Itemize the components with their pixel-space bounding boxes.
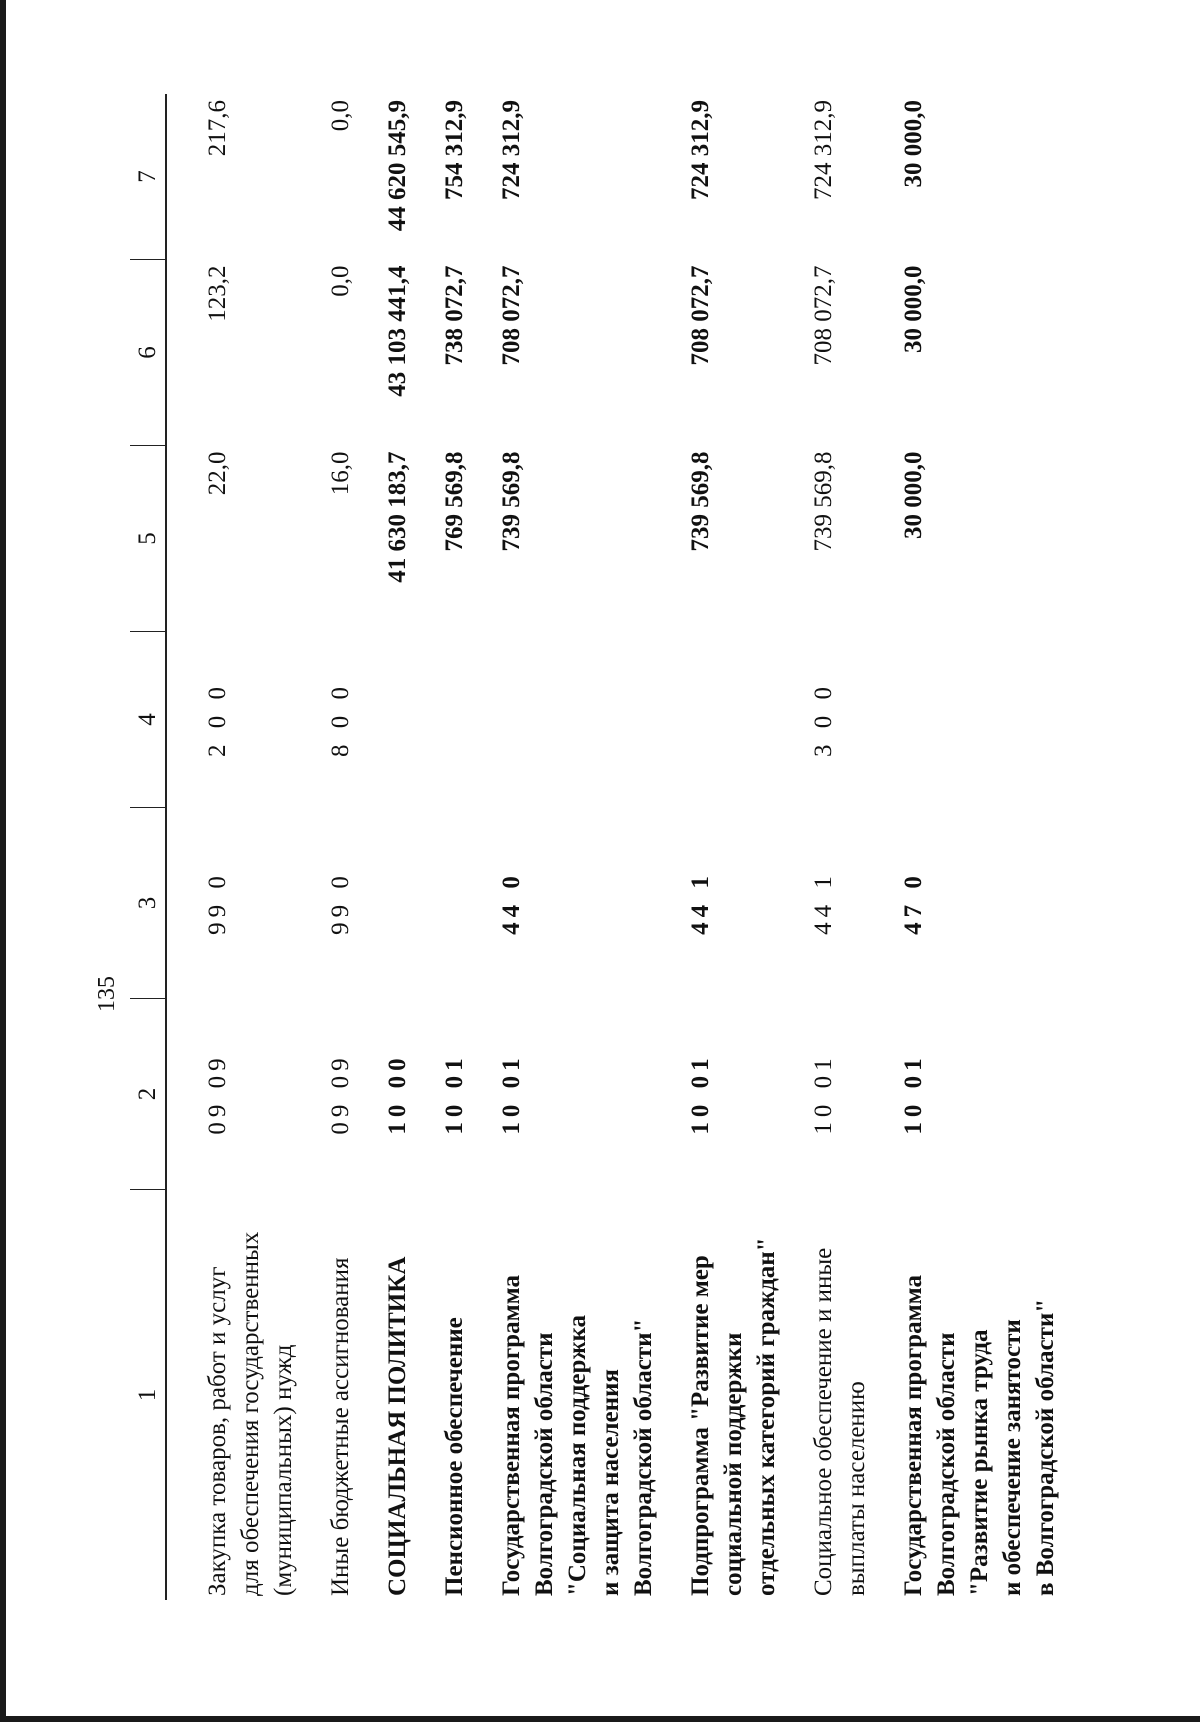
section-code	[495, 999, 684, 1190]
program-code	[684, 808, 807, 999]
value-col-6-text: 708 072,7	[498, 265, 525, 366]
program-code-text: 99 0	[327, 871, 354, 935]
value-col-6-text: 123,2	[204, 265, 231, 322]
value-col-5-text: 769 569,8	[441, 451, 468, 552]
value-col-5	[201, 446, 324, 632]
value-col-6	[438, 260, 495, 446]
value-col-6	[684, 260, 807, 446]
value-col-6-text: 738 072,7	[441, 265, 468, 366]
value-col-5-text: 22,0	[204, 451, 231, 496]
value-col-6-text: 43 103 441,4	[384, 265, 411, 397]
section-code	[438, 999, 495, 1190]
row-name-line: Иные бюджетные ассигнования	[327, 1257, 354, 1596]
row-name-line: в Волгоградской области"	[1032, 1298, 1059, 1596]
row-name	[807, 1190, 897, 1601]
value-col-5	[807, 446, 897, 632]
row-name-line: "Развитие рынка труда	[966, 1329, 993, 1596]
row-name-line: Волгоградской области	[531, 1332, 558, 1596]
budget-table	[130, 94, 1086, 1600]
section-code	[897, 999, 1086, 1190]
scan-edge-left	[0, 0, 6, 1722]
section-code-text: 10 01	[687, 1053, 714, 1135]
row-name-line: Государственная программа	[498, 1275, 525, 1596]
column-header-2: 2	[130, 999, 166, 1190]
program-code	[897, 808, 1086, 999]
value-col-7-text: 754 312,9	[441, 100, 468, 200]
expense-type-code	[807, 632, 897, 808]
value-col-6	[897, 260, 1086, 446]
row-name-line: и защита населения	[597, 1369, 624, 1596]
value-col-5	[381, 446, 438, 632]
program-code-text: 99 0	[204, 871, 231, 935]
value-col-7	[438, 94, 495, 260]
row-name-line: социальной поддержки	[720, 1332, 747, 1596]
row-name	[684, 1190, 807, 1601]
value-col-7-text: 44 620 545,9	[384, 100, 411, 232]
value-col-7	[381, 94, 438, 260]
row-name	[495, 1190, 684, 1601]
table-row	[807, 94, 897, 1600]
program-code-text: 47 0	[900, 871, 927, 935]
value-col-6-text: 0,0	[327, 265, 354, 297]
section-code	[324, 999, 381, 1190]
section-code-text: 10 01	[498, 1053, 525, 1135]
expense-type-code	[381, 632, 438, 808]
row-name-line: Волгоградской области"	[630, 1318, 657, 1596]
row-name-line: Социальное обеспечение и иные	[810, 1247, 837, 1596]
table-row	[897, 94, 1086, 1600]
program-code	[438, 808, 495, 999]
section-code-text: 10 00	[384, 1053, 411, 1135]
program-code-text: 44 0	[498, 871, 525, 935]
table-row	[438, 94, 495, 1600]
expense-type-code-text: 2 0 0	[204, 682, 231, 757]
section-code	[201, 999, 324, 1190]
section-code-text: 10 01	[900, 1053, 927, 1135]
value-col-5	[438, 446, 495, 632]
value-col-7-text: 30 000,0	[900, 100, 927, 188]
table-row	[495, 94, 684, 1600]
table-row	[381, 94, 438, 1600]
row-name	[438, 1190, 495, 1601]
program-code-text: 44 1	[687, 871, 714, 935]
table-row	[201, 94, 324, 1600]
section-code	[381, 999, 438, 1190]
section-code-text: 10 01	[810, 1053, 837, 1135]
value-col-6	[495, 260, 684, 446]
value-col-6-text: 708 072,7	[810, 265, 837, 366]
budget-table-page	[130, 100, 1182, 1600]
program-code	[324, 808, 381, 999]
value-col-7	[807, 94, 897, 260]
value-col-7	[495, 94, 684, 260]
expense-type-code-text: 8 0 0	[327, 682, 354, 757]
value-col-6	[381, 260, 438, 446]
table-body	[166, 94, 1086, 1600]
row-name	[381, 1190, 438, 1601]
value-col-5-text: 739 569,8	[687, 451, 714, 552]
value-col-6	[324, 260, 381, 446]
value-col-7-text: 0,0	[327, 100, 354, 132]
value-col-6	[807, 260, 897, 446]
value-col-6-text: 30 000,0	[900, 265, 927, 353]
value-col-7	[684, 94, 807, 260]
value-col-5	[897, 446, 1086, 632]
value-col-5	[495, 446, 684, 632]
table-row	[684, 94, 807, 1600]
table-spacer	[166, 94, 201, 1600]
expense-type-code	[684, 632, 807, 808]
value-col-6	[201, 260, 324, 446]
row-name	[201, 1190, 324, 1601]
expense-type-code	[201, 632, 324, 808]
expense-type-code-text: 3 0 0	[810, 682, 837, 757]
value-col-7	[324, 94, 381, 260]
column-header-6: 6	[130, 260, 166, 446]
column-header-1: 1	[130, 1190, 166, 1601]
row-name-line: СОЦИАЛЬНАЯ ПОЛИТИКА	[384, 1256, 411, 1596]
value-col-5-text: 41 630 183,7	[384, 451, 411, 583]
value-col-7	[897, 94, 1086, 260]
scan-edge-bottom	[0, 1716, 1200, 1722]
row-name-line: Пенсионное обеспечение	[441, 1317, 468, 1596]
program-code	[201, 808, 324, 999]
section-code	[684, 999, 807, 1190]
row-name-line: Государственная программа	[900, 1275, 927, 1596]
expense-type-code	[495, 632, 684, 808]
row-name	[897, 1190, 1086, 1601]
row-name-line: и обеспечение занятости	[999, 1319, 1026, 1596]
value-col-5	[324, 446, 381, 632]
row-name-line: для обеспечения государственных	[237, 1231, 264, 1596]
column-header-4: 4	[130, 632, 166, 808]
expense-type-code	[324, 632, 381, 808]
section-code-text: 09 09	[327, 1053, 354, 1135]
value-col-5-text: 16,0	[327, 451, 354, 496]
value-col-5	[684, 446, 807, 632]
program-code	[495, 808, 684, 999]
value-col-6-text: 708 072,7	[687, 265, 714, 366]
value-col-5-text: 30 000,0	[900, 451, 927, 539]
table-row	[324, 94, 381, 1600]
column-header-5: 5	[130, 446, 166, 632]
value-col-5-text: 739 569,8	[810, 451, 837, 552]
section-code	[807, 999, 897, 1190]
page-number: 135	[94, 976, 120, 1012]
column-header-7: 7	[130, 94, 166, 260]
value-col-7-text: 724 312,9	[687, 100, 714, 200]
row-name-line: Подпрограмма "Развитие мер	[687, 1255, 714, 1596]
expense-type-code	[897, 632, 1086, 808]
row-name	[324, 1190, 381, 1601]
column-header-3: 3	[130, 808, 166, 999]
value-col-5-text: 739 569,8	[498, 451, 525, 552]
program-code-text: 44 1	[810, 871, 837, 935]
value-col-7-text: 724 312,9	[498, 100, 525, 200]
row-name-line: выплаты населению	[843, 1381, 870, 1596]
program-code	[381, 808, 438, 999]
value-col-7-text: 724 312,9	[810, 100, 837, 200]
row-name-line: Волгоградской области	[933, 1332, 960, 1596]
table-header-row	[130, 94, 166, 1600]
program-code	[807, 808, 897, 999]
row-name-line: (муниципальных) нужд	[270, 1344, 297, 1596]
section-code-text: 09 09	[204, 1053, 231, 1135]
value-col-7-text: 217,6	[204, 100, 231, 157]
value-col-7	[201, 94, 324, 260]
section-code-text: 10 01	[441, 1053, 468, 1135]
expense-type-code	[438, 632, 495, 808]
row-name-line: "Социальная поддержка	[564, 1314, 591, 1596]
row-name-line: отдельных категорий граждан"	[753, 1237, 780, 1596]
row-name-line: Закупка товаров, работ и услуг	[204, 1266, 231, 1596]
